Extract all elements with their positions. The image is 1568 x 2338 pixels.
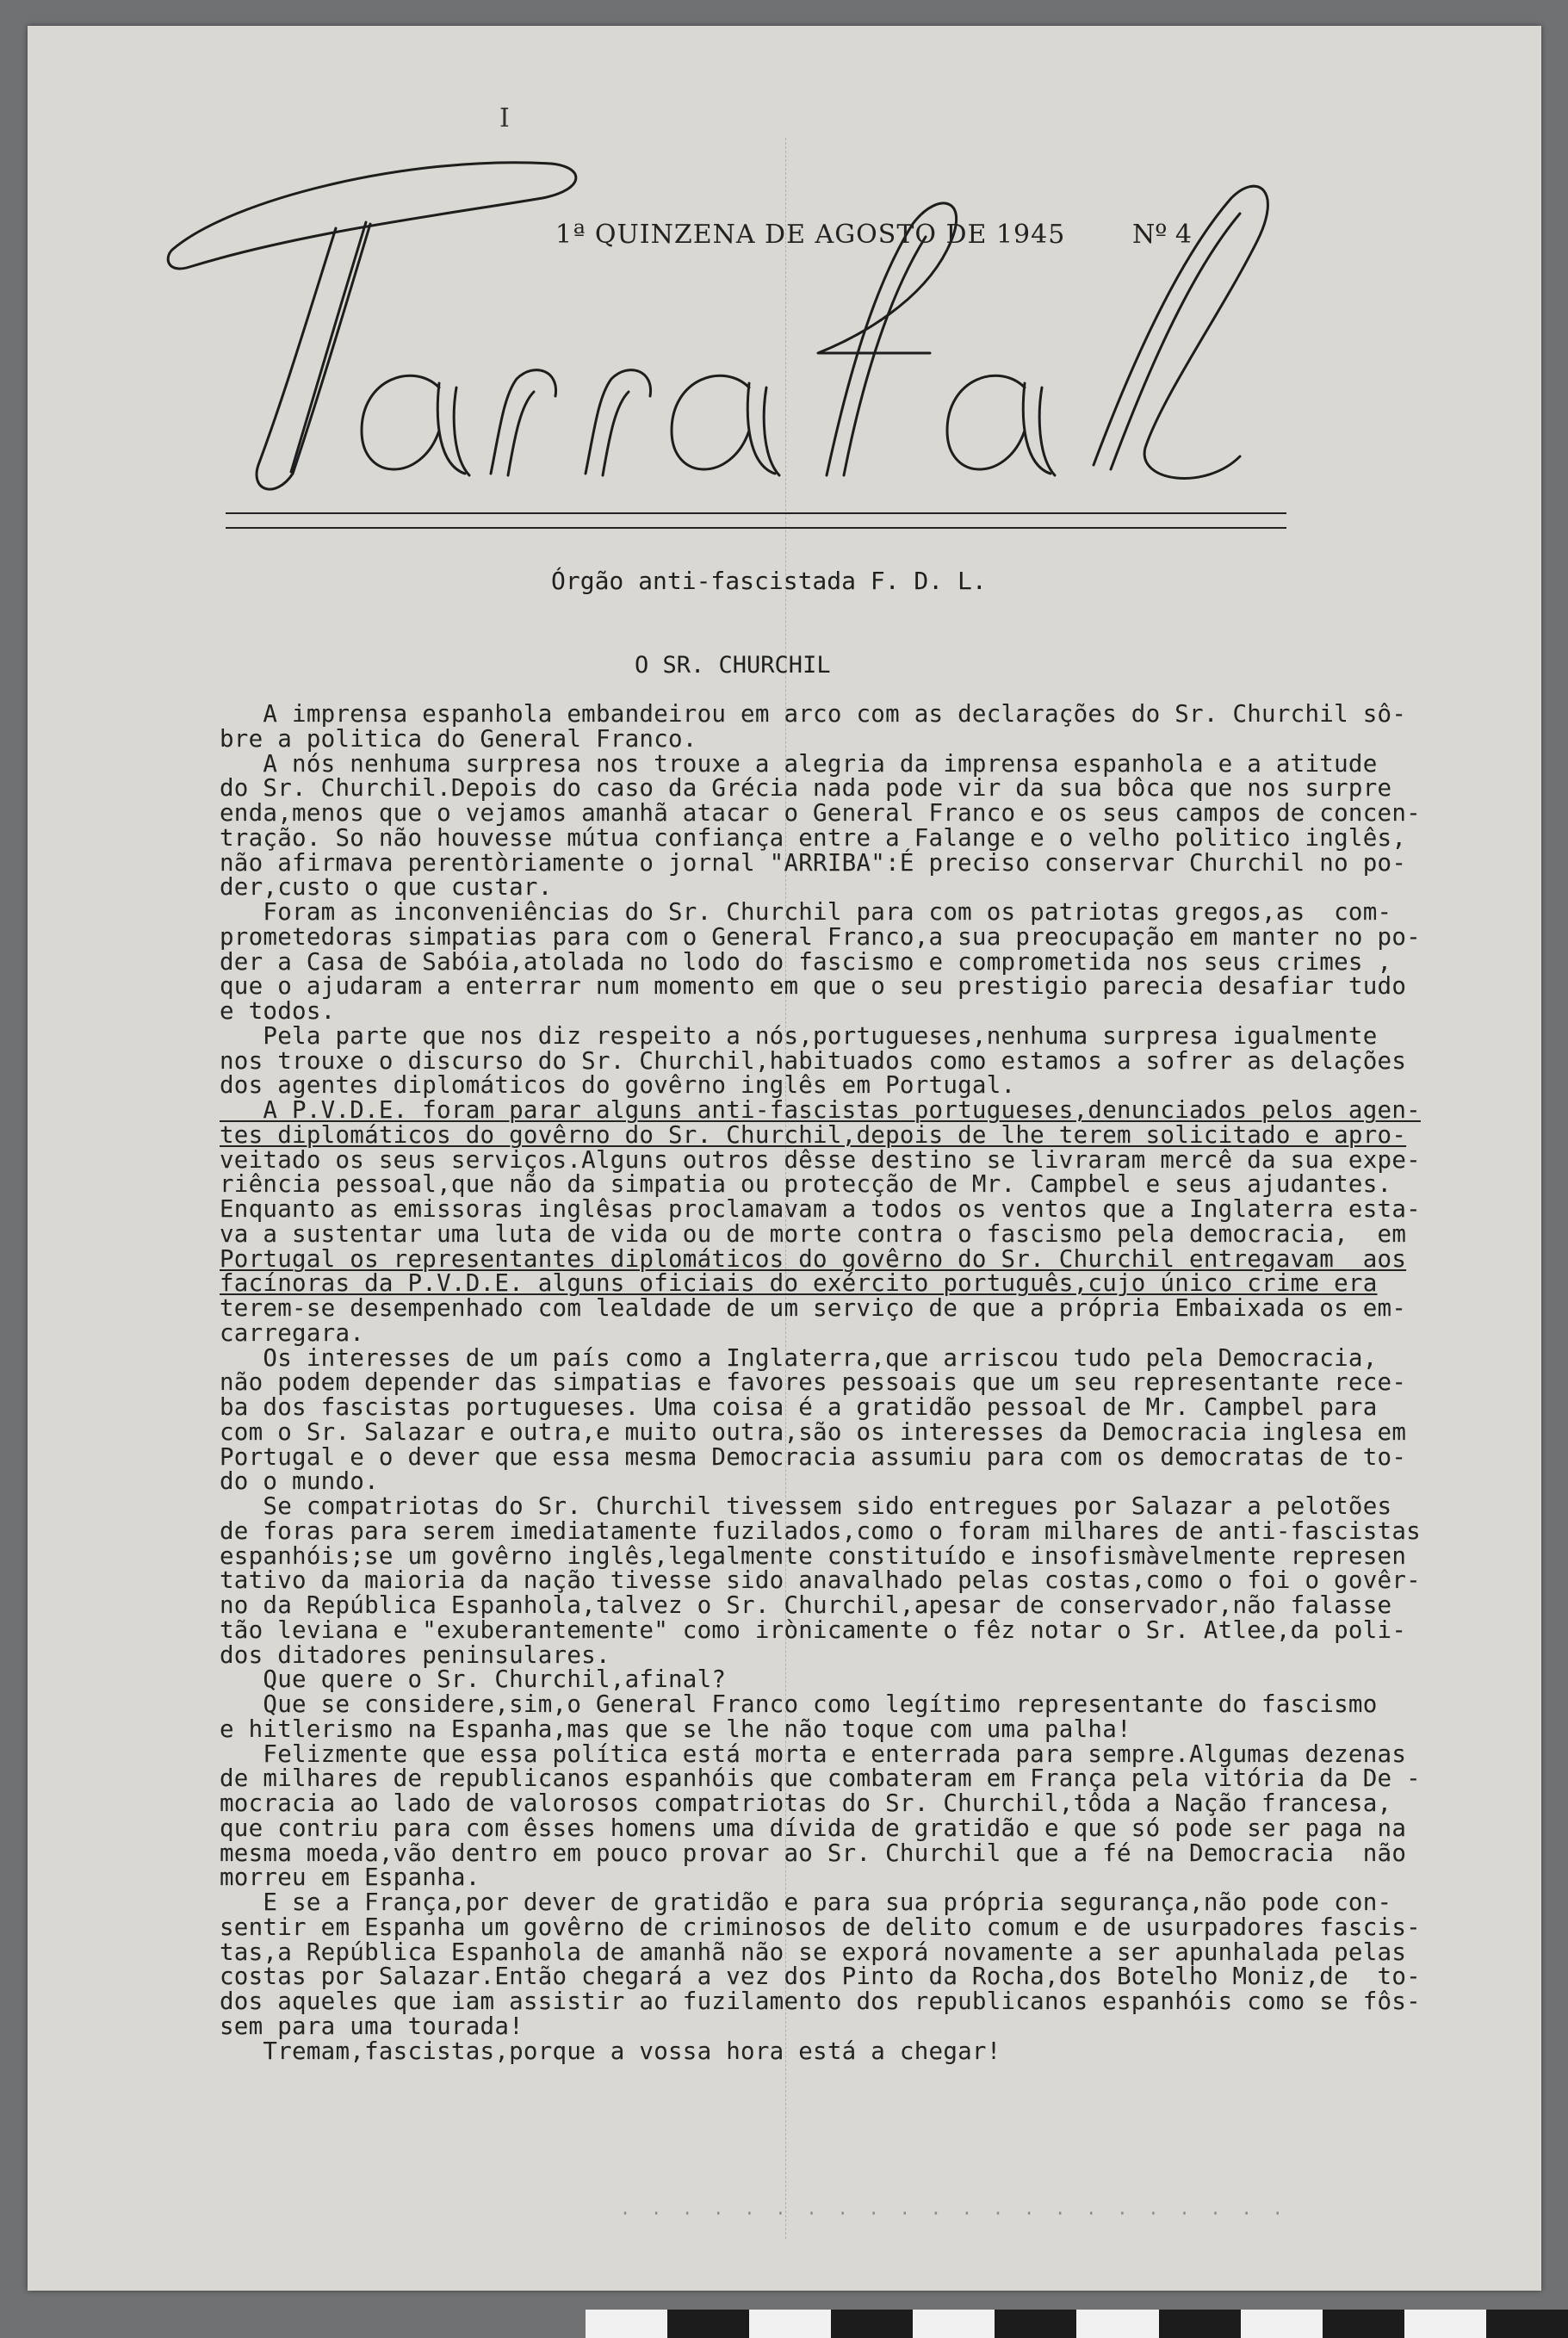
- article-line: não podem depender das simpatias e favores pessoais que um seu representante rece-: [220, 1368, 1407, 1397]
- article-line: com o Sr. Salazar e outra,e muito outra,são os interesses da Democracia inglesa em: [220, 1417, 1407, 1446]
- article-line: e hitlerismo na Espanha,mas que se lhe não toque com uma palha!: [220, 1715, 1131, 1743]
- article-line: que contriu para com êsses homens uma dívida de gratidão e que só pode ser paga na: [220, 1814, 1407, 1842]
- article-line: espanhóis;se um govêrno inglês,legalmente constituído e insofismàvelmente represen: [220, 1541, 1407, 1570]
- article-line: ba dos fascistas portugueses. Uma coisa é a gratidão pessoal de Mr. Campbel para: [220, 1393, 1378, 1421]
- article-line: enda,menos que o vejamos amanhã atacar o General Franco e os seus campos de concen-: [220, 799, 1421, 827]
- article-line: Portugal e o dever que essa mesma Democracia assumiu para com os democratas de to-: [220, 1442, 1407, 1471]
- issue-number: Nº 4: [1132, 220, 1192, 250]
- article-line: A P.V.D.E. foram parar alguns anti-fascistas portugueses,denunciados pelos agen-: [220, 1096, 1421, 1124]
- masthead-rule: [226, 512, 1286, 514]
- article-line: tativo da maioria da nação tivesse sido anavalhado pelas costas,como o foi o govêr-: [220, 1566, 1421, 1595]
- article-line: A imprensa espanhola embandeirou em arco com as declarações do Sr. Churchil sô-: [220, 700, 1407, 728]
- article-line: nos trouxe o discurso do Sr. Churchil,habituados como estamos a sofrer as delações: [220, 1046, 1407, 1075]
- article-line: terem-se desempenhado com lealdade de um serviço de que a própria Embaixada os em-: [220, 1294, 1407, 1322]
- newspaper-subtitle: Órgão anti-fascistada F. D. L.: [551, 567, 987, 595]
- article-line: der,custo o que custar.: [220, 873, 553, 902]
- issue-date: 1ª QUINZENA DE AGOSTO DE 1945: [555, 220, 1066, 250]
- article-line: de milhares de republicanos espanhóis que combateram em França pela vitória da De -: [220, 1764, 1421, 1793]
- article-line: dos agentes diplomáticos do govêrno inglês em Portugal.: [220, 1071, 1016, 1100]
- color-scale-bar: [586, 2310, 1568, 2338]
- article-line: sem para uma tourada!: [220, 2012, 524, 2040]
- article-line: Foram as inconveniências do Sr. Churchil para com os patriotas gregos,as com-: [220, 898, 1392, 926]
- article-body: [220, 702, 1425, 2063]
- article-line: no da República Espanhola,talvez o Sr. Churchil,apesar de conservador,não falasse: [220, 1591, 1392, 1619]
- article-line: Os interesses de um país como a Inglaterra,que arriscou tudo pela Democracia,: [220, 1343, 1378, 1372]
- article-line: facínoras da P.V.D.E. alguns oficiais do exército português,cujo único crime era: [220, 1269, 1378, 1298]
- article-line: e todos.: [220, 997, 336, 1025]
- article-line: Pela parte que nos diz respeito a nós,portugueses,nenhuma surpresa igualmente: [220, 1021, 1378, 1050]
- article-line: morreu em Espanha.: [220, 1864, 480, 1892]
- article-line: Se compatriotas do Sr. Churchil tivessem sido entregues por Salazar a pelotões: [220, 1492, 1392, 1520]
- article-line: E se a França,por dever de gratidão e para sua própria segurança,não pode con-: [220, 1888, 1392, 1916]
- article-line: tas,a República Espanhola de amanhã não se exporá novamente a ser apunhalada pelas: [220, 1938, 1407, 1966]
- article-line: costas por Salazar.Então chegará a vez dos Pinto da Rocha,dos Botelho Moniz,de to-: [220, 1963, 1421, 1991]
- article-line: bre a politica do General Franco.: [220, 724, 697, 753]
- article-line: A nós nenhuma surpresa nos trouxe a alegria da imprensa espanhola e a atitude: [220, 749, 1378, 778]
- article-line: sentir em Espanha um govêrno de criminosos de delito comum e de usurpadores fascis-: [220, 1913, 1421, 1941]
- article-line: Que quere o Sr. Churchil,afinal?: [220, 1665, 727, 1694]
- article-line: prometedoras simpatias para com o General Franco,a sua preocupação em manter no po-: [220, 922, 1421, 951]
- article-line: tão leviana e "exuberantemente" como irònicamente o fêz notar o Sr. Atlee,da poli-: [220, 1616, 1407, 1644]
- article-line: não afirmava perentòriamente o jornal "ARRIBA":É preciso conservar Churchil no po-: [220, 848, 1407, 877]
- article-line: tes diplomáticos do govêrno do Sr. Churchil,depois de lhe terem solicitado e apro-: [220, 1120, 1407, 1149]
- article-line: der a Casa de Sabóia,atolada no lodo do fascismo e comprometida nos seus crimes ,: [220, 947, 1392, 976]
- article-line: carregara.: [220, 1318, 365, 1347]
- article-line: Tremam,fascistas,porque a vossa hora está a chegar!: [220, 2037, 1001, 2065]
- article-line: tração. So não houvesse mútua confiança entre a Falange e o velho politico inglês,: [220, 823, 1407, 852]
- article-line: mesma moeda,vão dentro em pouco provar ao Sr. Churchil que a fé na Democracia não: [220, 1839, 1407, 1867]
- article-line: dos aqueles que iam assistir ao fuzilamento dos republicanos espanhóis como se fôs-: [220, 1988, 1421, 2015]
- article-line: do o mundo.: [220, 1467, 379, 1496]
- masthead-rule: [226, 527, 1286, 529]
- article-title: O SR. CHURCHIL: [635, 652, 831, 679]
- article-line: Portugal os representantes diplomáticos do govêrno do Sr. Churchil entregavam aos: [220, 1244, 1407, 1273]
- article-line: veitado os seus serviços.Alguns outros dêsse destino se livraram mercê da sua expe-: [220, 1145, 1421, 1174]
- article-line: de foras para serem imediatamente fuzilados,como o foram milhares de anti-fascistas: [220, 1516, 1421, 1545]
- page-marker: I: [499, 103, 510, 133]
- page-fold-crease: [785, 138, 786, 2239]
- article-line: Que se considere,sim,o General Franco como legítimo representante do fascismo: [220, 1690, 1378, 1718]
- article-line: va a sustentar uma luta de vida ou de morte contra o fascismo pela democracia, em: [220, 1219, 1407, 1248]
- footer-divider: · · · · · · · · · · · · · · · · · · · · · ·: [620, 2203, 1288, 2223]
- article-line: Enquanto as emissoras inglêsas proclamavam a todos os ventos que a Inglaterra esta-: [220, 1195, 1421, 1223]
- article-line: mocracia ao lado de valorosos compatriotas do Sr. Churchil,tôda a Nação francesa,: [220, 1789, 1392, 1817]
- article-line: dos ditadores peninsulares.: [220, 1640, 610, 1669]
- masthead-logo: [155, 138, 1386, 543]
- article-line: do Sr. Churchil.Depois do caso da Grécia nada pode vir da sua bôca que nos surpre: [220, 774, 1392, 803]
- article-line: Felizmente que essa política está morta e enterrada para sempre.Algumas dezenas: [220, 1740, 1407, 1768]
- article-line: que o ajudaram a enterrar num momento em que o seu prestigio parecia desafiar tudo: [220, 972, 1407, 1001]
- article-line: riência pessoal,que não da simpatia ou protecção de Mr. Campbel e seus ajudantes.: [220, 1170, 1392, 1199]
